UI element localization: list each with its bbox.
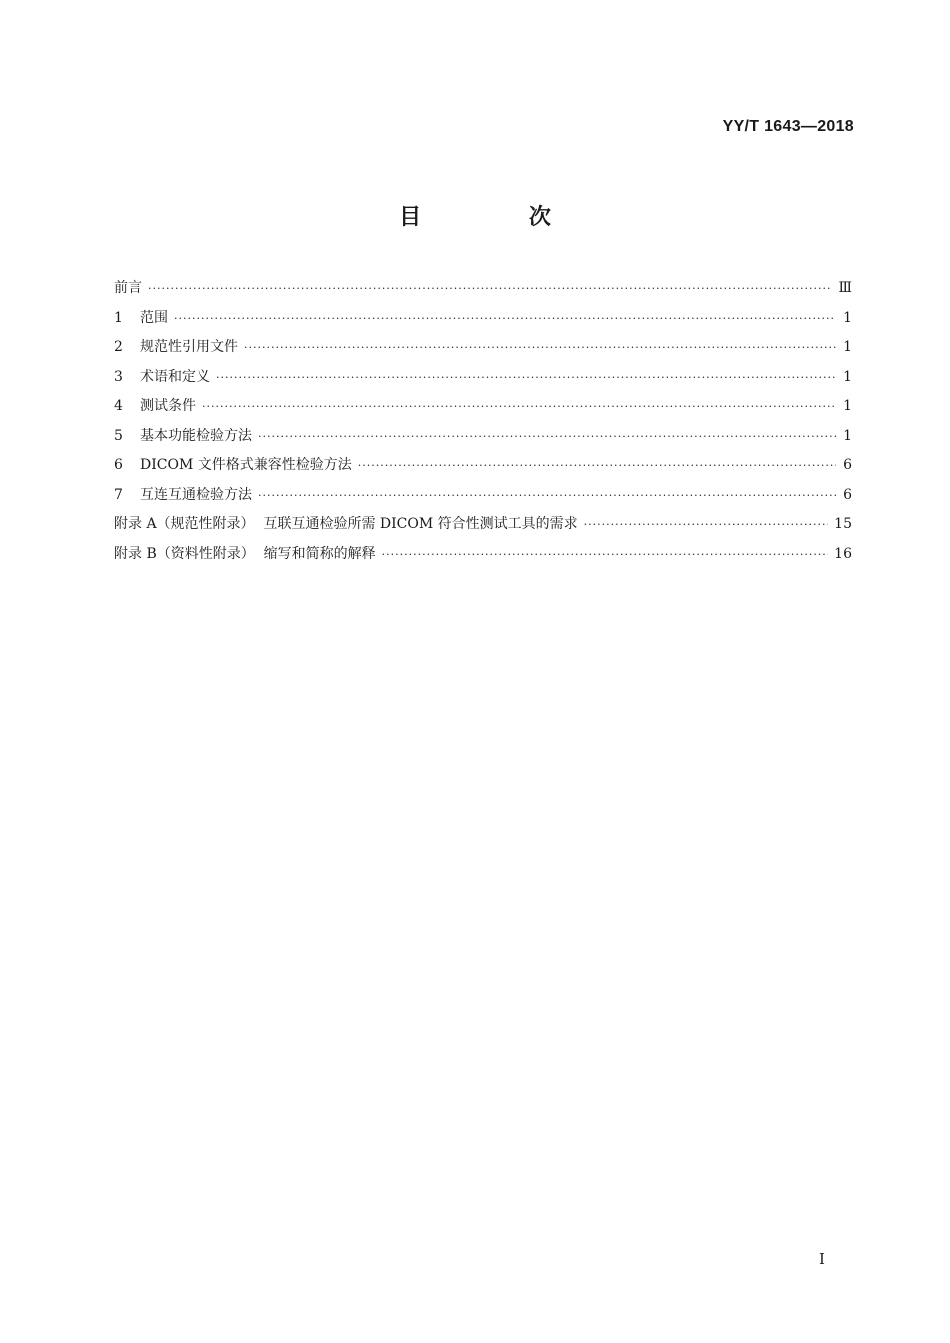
toc-label: 规范性引用文件 [140, 339, 238, 355]
toc-number: 6 [114, 457, 123, 473]
toc-entry-4[interactable] [114, 395, 852, 425]
toc-page: 1 [843, 368, 852, 385]
toc-number: 4 [114, 398, 123, 414]
toc-leader-dots [216, 371, 836, 384]
toc-number: 5 [114, 427, 123, 444]
toc-label: 附录 B（资料性附录） 缩写和简称的解释 [114, 545, 376, 562]
toc-label: 前言 [114, 280, 142, 296]
toc-leader-dots [382, 548, 829, 561]
toc-leader-dots [258, 489, 836, 502]
toc-page: 6 [843, 457, 852, 473]
toc-number: 3 [114, 368, 123, 385]
toc-label: 术语和定义 [140, 368, 210, 385]
toc-leader-dots [584, 518, 829, 531]
toc-page: Ⅲ [838, 280, 852, 296]
toc-entry-3[interactable] [114, 366, 852, 396]
toc-number: 7 [114, 486, 123, 503]
toc-page: 1 [843, 427, 852, 444]
toc-leader-dots [174, 312, 836, 325]
toc-entry-appendix-b[interactable] [114, 543, 852, 573]
toc-page: 1 [843, 309, 852, 326]
toc-entry-appendix-a[interactable] [114, 513, 852, 543]
page-title: 目 次 [399, 204, 601, 230]
toc-leader-dots [244, 341, 836, 354]
toc-leader-dots [258, 430, 836, 443]
toc-entry-foreword[interactable] [114, 277, 852, 307]
toc-entry-6[interactable] [114, 454, 852, 484]
table-of-contents [114, 277, 852, 572]
toc-entry-2[interactable] [114, 336, 852, 366]
toc-entry-1[interactable] [114, 307, 852, 337]
toc-label: 基本功能检验方法 [140, 427, 252, 444]
toc-leader-dots [148, 282, 832, 295]
toc-page: 15 [834, 516, 852, 532]
toc-entry-5[interactable] [114, 425, 852, 455]
toc-page: 1 [843, 339, 852, 355]
toc-number: 1 [114, 309, 123, 326]
toc-page: 1 [843, 398, 852, 414]
toc-page: 6 [843, 486, 852, 503]
toc-page: 16 [834, 545, 852, 562]
toc-label: DICOM 文件格式兼容性检验方法 [140, 457, 352, 473]
toc-leader-dots [202, 400, 836, 413]
toc-label: 互连互通检验方法 [140, 486, 252, 503]
toc-label: 附录 A（规范性附录） 互联互通检验所需 DICOM 符合性测试工具的需求 [114, 516, 578, 532]
page-number: I [819, 1250, 825, 1268]
toc-leader-dots [358, 459, 836, 472]
standard-code: YY/T 1643—2018 [722, 118, 854, 135]
toc-label: 范围 [140, 309, 168, 326]
toc-entry-7[interactable] [114, 484, 852, 514]
toc-number: 2 [114, 339, 123, 355]
toc-label: 测试条件 [140, 398, 196, 414]
